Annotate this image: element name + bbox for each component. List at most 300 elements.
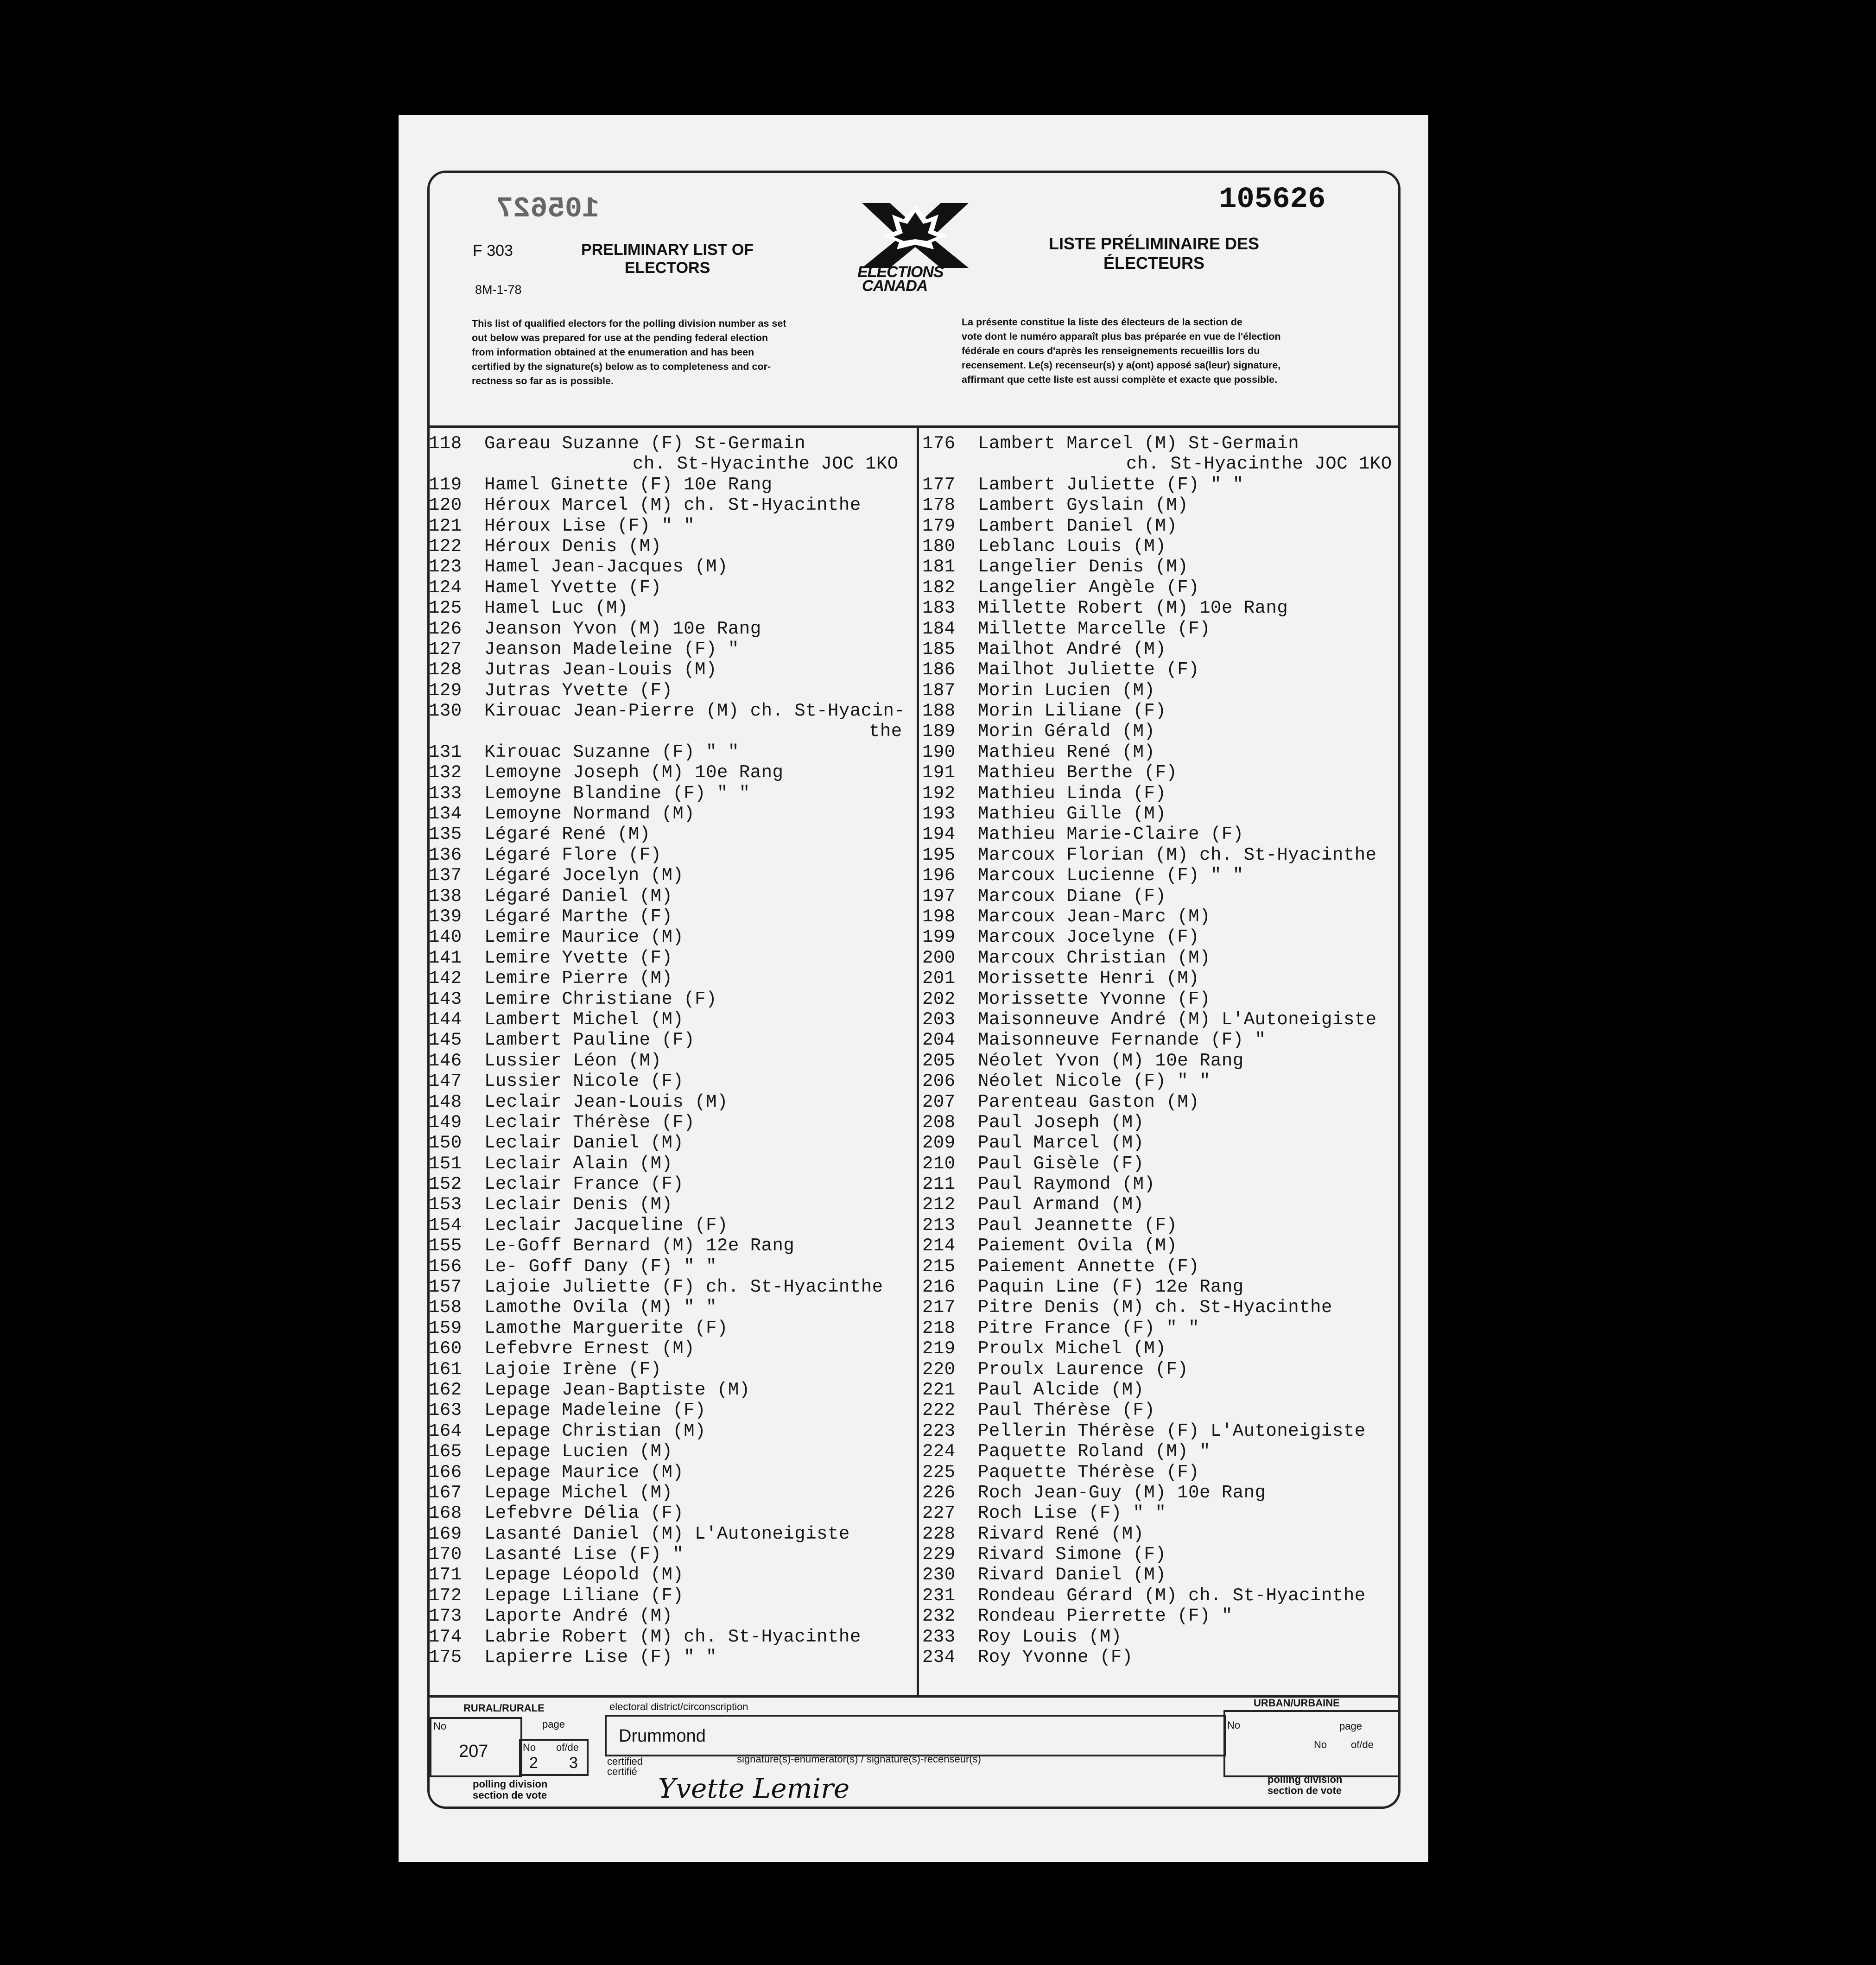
elector-number: 136 [429, 844, 462, 865]
elector-number: 202 [922, 989, 956, 1009]
elector-entry: Kirouac Suzanne (F) " " [484, 742, 739, 762]
elector-entry: Lasanté Lise (F) " [484, 1544, 684, 1565]
elector-number: 138 [429, 886, 462, 906]
elector-number: 155 [429, 1236, 462, 1256]
elector-number: 172 [429, 1585, 462, 1606]
elector-row [922, 1380, 1400, 1400]
elector-number: 185 [922, 639, 956, 659]
elector-row [429, 1503, 915, 1523]
elector-entry: Lepage Madeleine (F) [484, 1400, 706, 1421]
elector-number: 203 [922, 1009, 956, 1030]
elector-row [429, 1318, 915, 1338]
certified-text: certified [607, 1756, 643, 1767]
elector-number: 165 [429, 1441, 462, 1462]
elector-entry: Leclair Jean-Louis (M) [484, 1091, 728, 1112]
elector-entry: Héroux Denis (M) [484, 536, 662, 557]
elector-entry: Le-Goff Bernard (M) 12e Rang [484, 1236, 795, 1256]
elector-number: 143 [429, 989, 462, 1009]
elector-row [429, 495, 915, 515]
elector-row [922, 1483, 1400, 1503]
elector-row [922, 948, 1400, 968]
elector-entry: Lemoyne Blandine (F) " " [484, 783, 750, 804]
elector-entry: Lemire Maurice (M) [484, 927, 684, 948]
elector-row [429, 1606, 915, 1626]
elector-number: 233 [922, 1626, 956, 1647]
elector-number: 152 [429, 1174, 462, 1195]
elector-entry: Lefebvre Délia (F) [484, 1503, 684, 1524]
elector-row [922, 1441, 1400, 1462]
elector-entry: Lambert Michel (M) [484, 1009, 684, 1030]
elector-row [922, 1585, 1400, 1606]
elector-entry: Paiement Annette (F) [978, 1256, 1200, 1277]
elector-entry: Roch Jean-Guy (M) 10e Rang [978, 1482, 1266, 1503]
elector-entry-cont: the [869, 721, 902, 742]
elector-number: 181 [922, 557, 956, 577]
elector-row [922, 783, 1400, 804]
elector-number: 126 [429, 618, 462, 639]
serial-mirror: 105627 [496, 192, 600, 225]
elector-entry: Leclair Alain (M) [484, 1153, 673, 1174]
elector-entry: Paul Raymond (M) [978, 1174, 1155, 1195]
elector-entry: Lepage Jean-Baptiste (M) [484, 1379, 750, 1400]
elector-entry: Lussier Nicole (F) [484, 1071, 684, 1092]
elector-number: 149 [429, 1112, 462, 1133]
elector-number: 198 [922, 906, 956, 927]
elector-row-cont [429, 721, 915, 742]
elector-number: 131 [429, 742, 462, 762]
elector-row [922, 762, 1400, 783]
elector-entry: Paul Marcel (M) [978, 1133, 1144, 1154]
elector-number: 123 [429, 557, 462, 577]
elector-entry: Paul Gisèle (F) [978, 1153, 1144, 1174]
elector-entry: Proulx Laurence (F) [978, 1359, 1189, 1380]
elector-number: 124 [429, 577, 462, 598]
elector-entry: Langelier Angèle (F) [978, 577, 1200, 598]
elector-row [922, 742, 1400, 762]
elector-row [922, 1359, 1400, 1380]
elector-entry: Mailhot Juliette (F) [978, 659, 1200, 680]
elector-entry: Laporte André (M) [484, 1606, 673, 1627]
signature-label: signature(s)-enumerator(s) / signature(s)-recenseur(s) [737, 1753, 981, 1765]
elector-entry: Hamel Yvette (F) [484, 577, 662, 598]
elector-number: 176 [922, 433, 956, 454]
elector-number: 190 [922, 742, 956, 762]
no-label: No [433, 1720, 447, 1732]
elector-row [922, 1092, 1400, 1112]
elector-row [922, 659, 1400, 680]
elector-number: 118 [429, 433, 462, 454]
elector-number: 132 [429, 762, 462, 783]
elector-number: 212 [922, 1194, 956, 1215]
elector-row [429, 1051, 915, 1071]
elector-row [429, 701, 915, 721]
elector-entry: Lepage Léopold (M) [484, 1565, 684, 1585]
elector-row [429, 1112, 915, 1133]
elector-row [922, 1338, 1400, 1359]
elector-entry: Kirouac Jean-Pierre (M) ch. St-Hyacin- [484, 701, 906, 722]
maple-leaf-x-icon [857, 198, 973, 268]
district-value: Drummond [619, 1726, 706, 1746]
elector-number: 146 [429, 1050, 462, 1071]
footer-divider [430, 1695, 1398, 1698]
elector-row [922, 886, 1400, 906]
elector-entry: Labrie Robert (M) ch. St-Hyacinthe [484, 1626, 861, 1647]
elector-number: 171 [429, 1565, 462, 1585]
elector-entry: Paquette Thérèse (F) [978, 1462, 1200, 1483]
elector-row [429, 1483, 915, 1503]
elector-row [429, 742, 915, 762]
elector-number: 169 [429, 1523, 462, 1544]
elector-row [429, 598, 915, 618]
elector-entry: Hamel Jean-Jacques (M) [484, 557, 728, 577]
elector-row [922, 1071, 1400, 1091]
elector-number: 173 [429, 1606, 462, 1627]
elector-row [922, 701, 1400, 721]
elector-row [429, 1030, 915, 1050]
certified-label [607, 1756, 643, 1777]
elector-entry: Jutras Jean-Louis (M) [484, 659, 717, 680]
elector-row [429, 536, 915, 557]
elector-number: 151 [429, 1153, 462, 1174]
elector-row [922, 1112, 1400, 1133]
elector-row [429, 762, 915, 783]
elector-row [429, 1565, 915, 1585]
elector-row [922, 495, 1400, 515]
elector-row [429, 948, 915, 968]
elector-row [922, 1256, 1400, 1277]
elector-number: 220 [922, 1359, 956, 1380]
page-number: 2 [529, 1754, 538, 1772]
elector-row [429, 906, 915, 927]
elector-entry: Lajoie Irène (F) [484, 1359, 662, 1380]
page-total: 3 [569, 1754, 578, 1772]
elector-number: 137 [429, 865, 462, 886]
elector-row [429, 1133, 915, 1153]
elector-entry: Lamothe Marguerite (F) [484, 1318, 728, 1338]
elector-row [922, 721, 1400, 742]
elector-number: 129 [429, 680, 462, 701]
elector-number: 211 [922, 1174, 956, 1195]
elector-row [922, 1277, 1400, 1297]
desc-en-line: certified by the signature(s) below as to completeness and cor- [472, 361, 771, 372]
elector-number: 135 [429, 824, 462, 845]
elector-row [429, 659, 915, 680]
elector-entry: Marcoux Florian (M) ch. St-Hyacinthe [978, 844, 1377, 865]
elector-number: 227 [922, 1503, 956, 1524]
elector-row-cont [429, 454, 915, 474]
elector-row [429, 927, 915, 947]
elector-entry: Paul Armand (M) [978, 1194, 1144, 1215]
elector-entry: Mathieu Berthe (F) [978, 762, 1178, 783]
elector-entry: Mailhot André (M) [978, 639, 1166, 659]
title-en [565, 241, 769, 277]
elector-row [429, 680, 915, 701]
elector-entry: Lajoie Juliette (F) ch. St-Hyacinthe [484, 1277, 883, 1298]
elector-number: 130 [429, 701, 462, 722]
elector-row [429, 1174, 915, 1194]
elector-row [922, 598, 1400, 618]
elector-entry: Héroux Marcel (M) ch. St-Hyacinthe [484, 495, 861, 516]
elector-row [922, 475, 1400, 495]
elector-entry: Paiement Ovila (M) [978, 1236, 1178, 1256]
page-label: page [542, 1718, 565, 1730]
elector-row [429, 1194, 915, 1215]
title-en-line2: ELECTORS [624, 259, 710, 277]
elector-row [922, 1030, 1400, 1050]
elector-number: 197 [922, 886, 956, 906]
elector-entry: Rondeau Gérard (M) ch. St-Hyacinthe [978, 1585, 1366, 1606]
elector-entry: Pitre Denis (M) ch. St-Hyacinthe [978, 1297, 1332, 1318]
elector-entry: Lambert Juliette (F) " " [978, 474, 1244, 495]
elector-number: 234 [922, 1647, 956, 1668]
elector-row [429, 1236, 915, 1256]
urban-no-label: No [1227, 1719, 1241, 1731]
elector-entry: Lepage Maurice (M) [484, 1462, 684, 1483]
logo-text-line1: ELECTIONS [857, 263, 944, 281]
desc-fr-line: fédérale en cours d'après les renseignements recueillis lors du [962, 345, 1260, 356]
elector-number: 182 [922, 577, 956, 598]
elector-entry: Pellerin Thérèse (F) L'Autoneigiste [978, 1420, 1366, 1441]
desc-fr-line: vote dont le numéro apparaît plus bas préparée en vue de l'élection [962, 331, 1281, 342]
form-id: F 303 [473, 242, 513, 260]
elector-entry: Proulx Michel (M) [978, 1338, 1166, 1359]
elector-number: 145 [429, 1030, 462, 1051]
elector-number: 167 [429, 1482, 462, 1503]
description-en [472, 317, 786, 388]
form-date: 8M-1-78 [475, 283, 522, 297]
elector-row [922, 906, 1400, 927]
elector-entry: Paquin Line (F) 12e Rang [978, 1277, 1244, 1298]
elector-entry: Leclair Daniel (M) [484, 1133, 684, 1154]
elector-entry: Roch Lise (F) " " [978, 1503, 1166, 1524]
urban-page-no-label: No [1314, 1739, 1327, 1750]
elector-number: 157 [429, 1277, 462, 1298]
elector-number: 125 [429, 598, 462, 619]
elector-entry: Lepage Liliane (F) [484, 1585, 684, 1606]
elector-entry: Marcoux Jocelyne (F) [978, 927, 1200, 948]
elector-row [429, 1297, 915, 1318]
elector-entry: Leclair France (F) [484, 1174, 684, 1195]
elector-entry: Lemire Christiane (F) [484, 989, 717, 1009]
elector-row [922, 1503, 1400, 1523]
elector-row [429, 1154, 915, 1174]
elector-number: 153 [429, 1194, 462, 1215]
page-no-label: No [523, 1742, 536, 1753]
elector-entry: Morin Liliane (F) [978, 701, 1166, 722]
elector-row [429, 824, 915, 844]
elector-row [429, 989, 915, 1009]
elector-entry: Langelier Denis (M) [978, 557, 1189, 577]
elector-entry: Lambert Daniel (M) [978, 515, 1178, 536]
elector-row [429, 516, 915, 536]
elector-row [922, 1154, 1400, 1174]
elector-row [429, 1092, 915, 1112]
polling-division-label [473, 1779, 547, 1801]
elector-number: 160 [429, 1338, 462, 1359]
elector-row [429, 1338, 915, 1359]
urban-label: URBAN/URBAINE [1254, 1697, 1340, 1709]
elector-entry: Maisonneuve Fernande (F) " [978, 1030, 1266, 1051]
elector-entry: Lepage Christian (M) [484, 1420, 706, 1441]
elector-number: 134 [429, 804, 462, 824]
elector-entry: Leclair Jacqueline (F) [484, 1215, 728, 1236]
elector-entry: Morissette Yvonne (F) [978, 989, 1211, 1009]
elector-number: 191 [922, 762, 956, 783]
elector-row [922, 1133, 1400, 1153]
elector-row [922, 1627, 1400, 1647]
elector-entry: Lemoyne Normand (M) [484, 804, 695, 824]
elector-entry: Lapierre Lise (F) " " [484, 1647, 717, 1668]
elector-entry: Maisonneuve André (M) L'Autoneigiste [978, 1009, 1377, 1030]
elector-entry: Néolet Yvon (M) 10e Rang [978, 1050, 1244, 1071]
elector-row [922, 1174, 1400, 1194]
elector-number: 194 [922, 824, 956, 845]
elector-row [922, 1236, 1400, 1256]
elector-number: 209 [922, 1133, 956, 1154]
elector-number: 127 [429, 639, 462, 659]
elector-row [429, 845, 915, 865]
elector-entry: Marcoux Christian (M) [978, 947, 1211, 968]
section-vote-text: section de vote [473, 1789, 547, 1801]
elector-row [922, 577, 1400, 598]
elector-number: 225 [922, 1462, 956, 1483]
elector-number: 230 [922, 1565, 956, 1585]
elector-row [922, 1051, 1400, 1071]
title-fr [1033, 234, 1274, 273]
elector-row [922, 927, 1400, 947]
desc-en-line: out below was prepared for use at the pending federal election [472, 332, 768, 343]
elector-entry: Héroux Lise (F) " " [484, 515, 695, 536]
elector-number: 219 [922, 1338, 956, 1359]
elector-row [429, 783, 915, 804]
elector-number: 163 [429, 1400, 462, 1421]
desc-en-line: This list of qualified electors for the polling division number as set [472, 318, 786, 329]
elector-row [922, 1565, 1400, 1585]
elector-row [429, 886, 915, 906]
elector-entry: Roy Louis (M) [978, 1626, 1122, 1647]
elector-number: 221 [922, 1379, 956, 1400]
elector-row [922, 804, 1400, 824]
elector-entry: Rivard Simone (F) [978, 1544, 1166, 1565]
elector-entry: Morin Lucien (M) [978, 680, 1155, 701]
logo-text-line2: CANADA [862, 277, 928, 295]
desc-fr-line: La présente constitue la liste des électeurs de la section de [962, 317, 1242, 328]
elector-number: 158 [429, 1297, 462, 1318]
elector-number: 210 [922, 1153, 956, 1174]
elector-row [429, 1462, 915, 1483]
elector-row [429, 1256, 915, 1277]
elector-entry: Le- Goff Dany (F) " " [484, 1256, 717, 1277]
elector-row [922, 516, 1400, 536]
elector-number: 229 [922, 1544, 956, 1565]
title-fr-line1: LISTE PRÉLIMINAIRE DES [1048, 234, 1260, 253]
elector-row [429, 1647, 915, 1667]
elector-number: 205 [922, 1050, 956, 1071]
elector-row [429, 1524, 915, 1544]
certifie-text: certifié [607, 1766, 637, 1777]
elector-entry: Hamel Luc (M) [484, 598, 628, 619]
elector-number: 162 [429, 1379, 462, 1400]
elector-entry: Légaré René (M) [484, 824, 651, 845]
elector-number: 206 [922, 1071, 956, 1092]
elector-entry: Marcoux Lucienne (F) " " [978, 865, 1244, 886]
district-label: electoral district/circonscription [609, 1701, 748, 1712]
elector-row [429, 619, 915, 639]
elector-number: 183 [922, 598, 956, 619]
elector-row [429, 968, 915, 989]
elector-entry: Jutras Yvette (F) [484, 680, 673, 701]
elector-row [429, 1627, 915, 1647]
elector-row [429, 1215, 915, 1236]
elector-number: 184 [922, 618, 956, 639]
serial-number: 105626 [1219, 183, 1326, 216]
elector-entry: Rivard René (M) [978, 1523, 1144, 1544]
elector-entry: Leblanc Louis (M) [978, 536, 1166, 557]
elector-number: 120 [429, 495, 462, 516]
elector-number: 148 [429, 1091, 462, 1112]
elector-number: 195 [922, 844, 956, 865]
elector-entry-cont: ch. St-Hyacinthe JOC 1KO [633, 454, 899, 475]
elector-number: 142 [429, 968, 462, 989]
elector-entry: Mathieu Marie-Claire (F) [978, 824, 1244, 845]
elector-number: 228 [922, 1523, 956, 1544]
elector-row [429, 1400, 915, 1420]
elector-entry: Morin Gérald (M) [978, 721, 1155, 742]
elector-number: 186 [922, 659, 956, 680]
elector-number: 139 [429, 906, 462, 927]
elector-row [429, 1277, 915, 1297]
elector-entry: Millette Marcelle (F) [978, 618, 1211, 639]
elector-number: 147 [429, 1071, 462, 1092]
elector-list-left [429, 433, 915, 1667]
elector-entry: Morissette Henri (M) [978, 968, 1200, 989]
elector-entry: Lefebvre Ernest (M) [484, 1338, 695, 1359]
elector-entry: Lemoyne Joseph (M) 10e Rang [484, 762, 784, 783]
elector-number: 150 [429, 1133, 462, 1154]
elector-row [429, 1421, 915, 1441]
elector-number: 192 [922, 783, 956, 804]
elector-entry: Mathieu Linda (F) [978, 783, 1166, 804]
elector-row [922, 1647, 1400, 1667]
elector-row [429, 639, 915, 659]
title-en-line1: PRELIMINARY LIST OF [581, 241, 754, 259]
elector-entry: Leclair Thérèse (F) [484, 1112, 695, 1133]
column-divider [917, 425, 919, 1695]
elector-row [429, 1441, 915, 1462]
elector-number: 207 [922, 1091, 956, 1112]
elector-number: 175 [429, 1647, 462, 1668]
elector-row [429, 804, 915, 824]
elector-entry: Paul Jeannette (F) [978, 1215, 1178, 1236]
elector-entry: Jeanson Madeleine (F) " [484, 639, 739, 659]
signature: Yvette Lemire [658, 1773, 850, 1804]
elector-row [922, 433, 1400, 454]
elector-row [429, 557, 915, 577]
elections-canada-logo [857, 198, 973, 296]
elector-row [922, 968, 1400, 989]
elector-entry: Marcoux Jean-Marc (M) [978, 906, 1211, 927]
elector-row [429, 1544, 915, 1565]
elector-number: 222 [922, 1400, 956, 1421]
elector-number: 164 [429, 1420, 462, 1441]
elector-number: 154 [429, 1215, 462, 1236]
elector-entry: Jeanson Yvon (M) 10e Rang [484, 618, 761, 639]
elector-row [922, 1009, 1400, 1030]
elector-number: 174 [429, 1626, 462, 1647]
elector-row [922, 1194, 1400, 1215]
elector-number: 170 [429, 1544, 462, 1565]
elector-number: 196 [922, 865, 956, 886]
